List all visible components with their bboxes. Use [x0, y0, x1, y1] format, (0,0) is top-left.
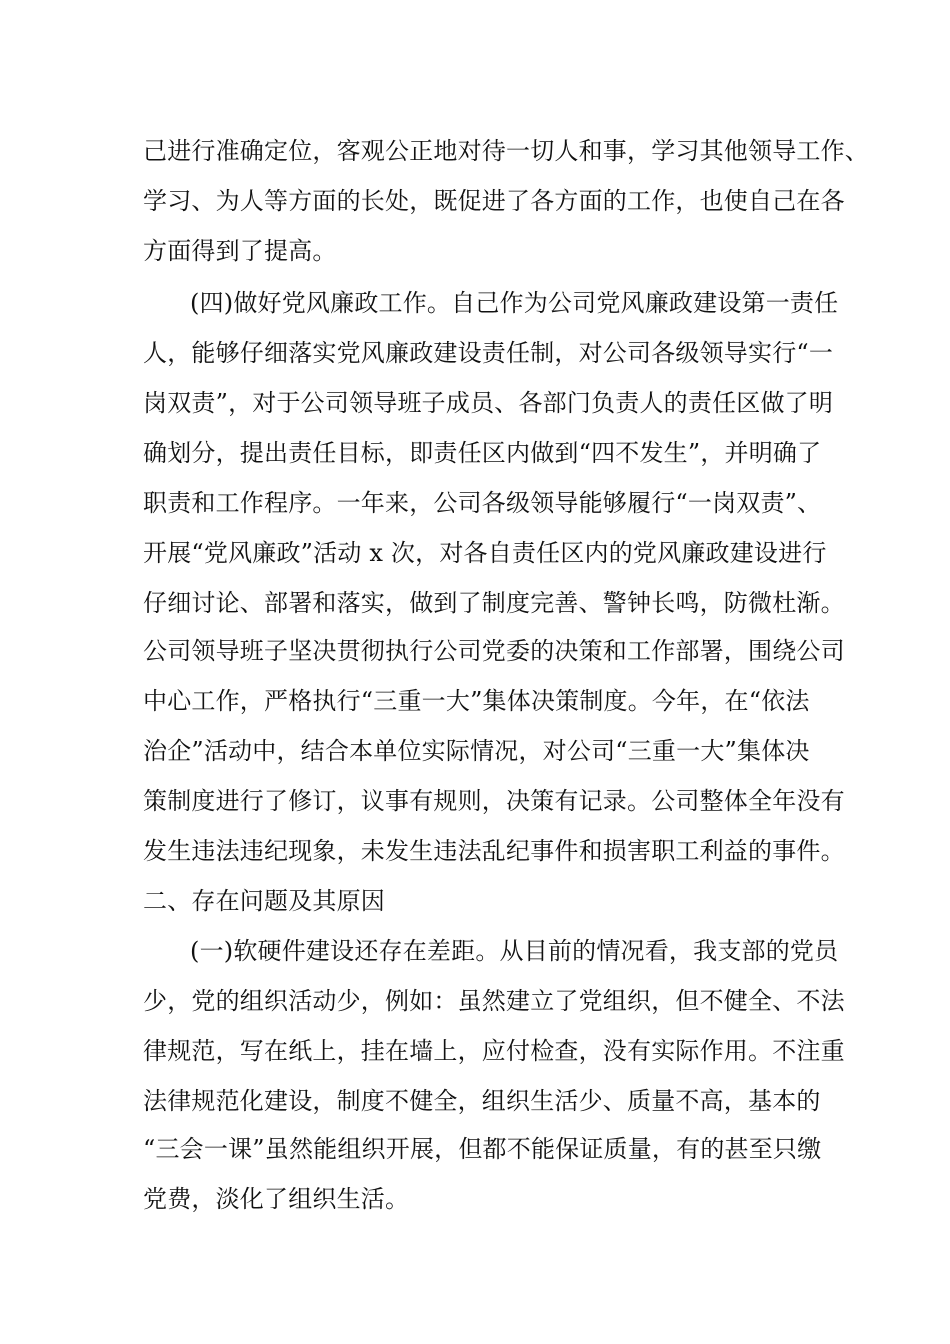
body-text-line: 党费，淡化了组织生活。 — [143, 1185, 410, 1213]
section-heading-line: (一)软硬件建设还存在差距。从目前的情况看，我支部的党员 — [190, 937, 839, 965]
body-text-line: 岗双责”，对于公司领导班子成员、各部门负责人的责任区做了明 — [143, 389, 834, 417]
body-text-line: 仔细讨论、部署和落实，做到了制度完善、警钟长鸣，防微杜渐。 — [143, 589, 845, 617]
body-text-line: 发生违法违纪现象，未发生违法乱纪事件和损害职工利益的事件。 — [143, 837, 845, 865]
body-text-line: “三会一课”虽然能组织开展，但都不能保证质量，有的甚至只缴 — [143, 1135, 822, 1163]
body-text-line: 己进行准确定位，客观公正地对待一切人和事，学习其他领导工作、 — [143, 137, 869, 165]
section-title: 二、存在问题及其原因 — [143, 887, 385, 915]
body-text-line: 开展“党风廉政”活动 x 次，对各自责任区内的党风廉政建设进行 — [143, 539, 827, 567]
body-text-line: 少，党的组织活动少，例如：虽然建立了党组织，但不健全、不法 — [143, 987, 845, 1015]
body-text-line: 策制度进行了修订，议事有规则，决策有记录。公司整体全年没有 — [143, 787, 845, 815]
body-text-line: 学习、为人等方面的长处，既促进了各方面的工作，也使自己在各 — [143, 187, 845, 215]
body-text-line: 法律规范化建设，制度不健全，组织生活少、质量不高，基本的 — [143, 1087, 821, 1115]
body-text-line: 治企”活动中，结合本单位实际情况，对公司“三重一大”集体决 — [143, 737, 810, 765]
body-text-line: 确划分，提出责任目标，即责任区内做到“四不发生”，并明确了 — [143, 439, 822, 467]
body-text-line: 人，能够仔细落实党风廉政建设责任制，对公司各级领导实行“一 — [143, 339, 834, 367]
body-text-line: 职责和工作程序。一年来，公司各级领导能够履行“一岗双责”、 — [143, 489, 822, 517]
body-text-line: 公司领导班子坚决贯彻执行公司党委的决策和工作部署，围绕公司 — [143, 637, 845, 665]
body-text-line: 中心工作，严格执行“三重一大”集体决策制度。今年，在“依法 — [143, 687, 810, 715]
body-text-line: 律规范，写在纸上，挂在墙上，应付检查，没有实际作用。不注重 — [143, 1037, 845, 1065]
body-text-line: 方面得到了提高。 — [143, 237, 337, 265]
section-heading-line: (四)做好党风廉政工作。自己作为公司党风廉政建设第一责任 — [190, 289, 839, 317]
